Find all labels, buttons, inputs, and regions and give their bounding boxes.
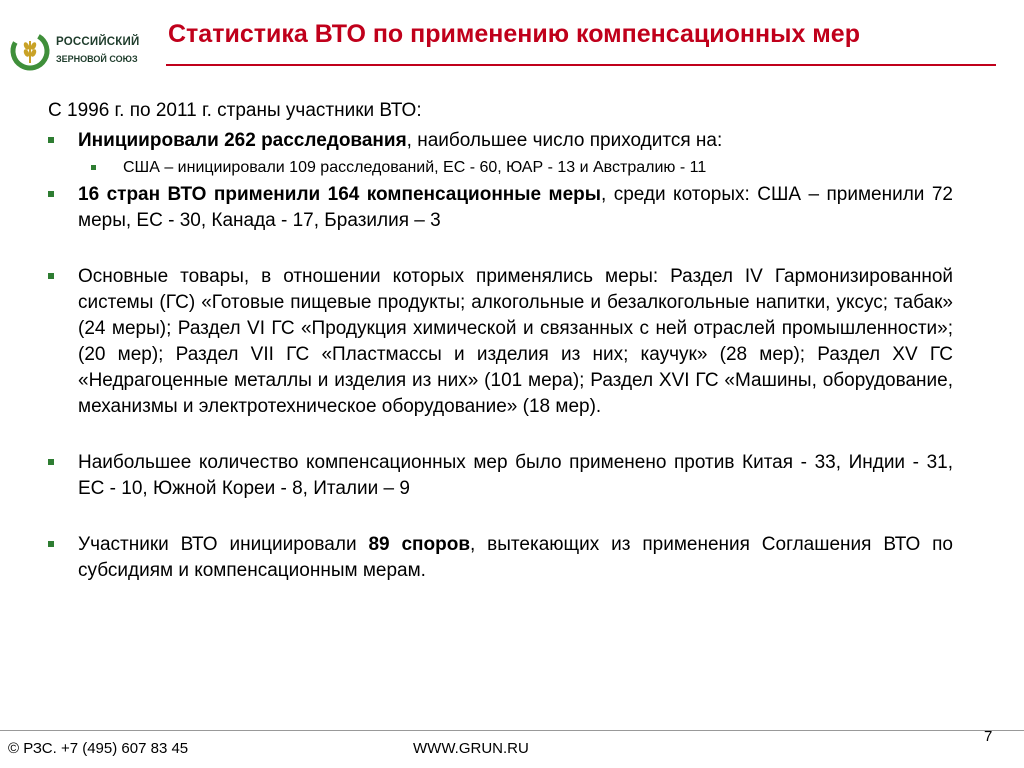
bullet-marker <box>48 459 54 465</box>
logo-line2: ЗЕРНОВОЙ СОЮЗ <box>56 54 138 64</box>
logo-line1: РОССИЙСКИЙ <box>56 36 140 48</box>
footer-website-link[interactable]: WWW.GRUN.RU <box>413 740 529 757</box>
bullet-marker <box>48 541 54 547</box>
bullet-text: Наибольшее количество компенсационных мер было применено против Китая - 33, Индии - 31, ЕС - 10, Южной Кореи - 8, Италии – 9 <box>78 452 953 499</box>
bullet-text: , вытекающих из применения Соглашения ВТО по субсидиям и компенсационным мерам. <box>78 534 953 581</box>
wheat-logo-icon <box>8 29 52 73</box>
logo-text <box>56 34 139 68</box>
bullet-item <box>48 532 953 584</box>
title-rule <box>166 64 996 66</box>
sub-bullet-text: США – инициировали 109 расследований, ЕС - 60, ЮАР - 13 и Австралию - 11 <box>123 159 707 176</box>
intro-text: С 1996 г. по 2011 г. страны участники ВТО: <box>48 100 422 121</box>
bullet-marker <box>48 191 54 197</box>
bullet-marker <box>48 273 54 279</box>
bullet-item <box>48 264 953 420</box>
footer-copyright: © РЗС. +7 (495) 607 83 45 <box>8 740 189 757</box>
bullet-marker <box>48 137 54 143</box>
slide-content <box>48 98 953 584</box>
page-number: 7 <box>984 728 993 745</box>
footer-divider <box>0 730 1024 731</box>
bullet-text: Участники ВТО инициировали <box>78 534 369 555</box>
bullet-bold: 89 споров <box>368 534 471 555</box>
bullet-item <box>48 450 953 502</box>
bullet-text: , наибольшее число приходится на: <box>406 130 723 151</box>
sub-bullet-item <box>48 156 953 180</box>
bullet-bold: Инициировали 262 расследования <box>78 130 407 151</box>
bullet-text: Основные товары, в отношении которых применялись меры: Раздел IV Гармонизированной системы (ГС) «Готовые пищевые продукты; алкогольные и безалкогольные напитки, уксус; табак» (24 меры); Раздел VI ГС «Продукция химической и связанных с ней отраслей промышленности»; (20 мер); Раздел VII ГС «Пластмассы и изделия из них; каучук» (28 мер); Раздел XV ГС «Недрагоценные металлы и изделия из них» (101 мера); Раздел XVI ГС «Машины, оборудование, механизмы и электротехническое оборудование» (18 мер). <box>78 266 953 417</box>
bullet-marker <box>91 165 96 170</box>
bullet-text: , среди которых: США – применили 72 меры, ЕС - 30, Канада - 17, Бразилия – 3 <box>78 184 953 231</box>
bullet-item <box>48 128 953 154</box>
bullet-bold: 16 стран ВТО применили 164 компенсационные меры <box>78 184 601 205</box>
bullet-item <box>48 182 953 234</box>
slide-title: Статистика ВТО по применению компенсационных мер <box>168 20 860 48</box>
logo <box>8 26 158 76</box>
